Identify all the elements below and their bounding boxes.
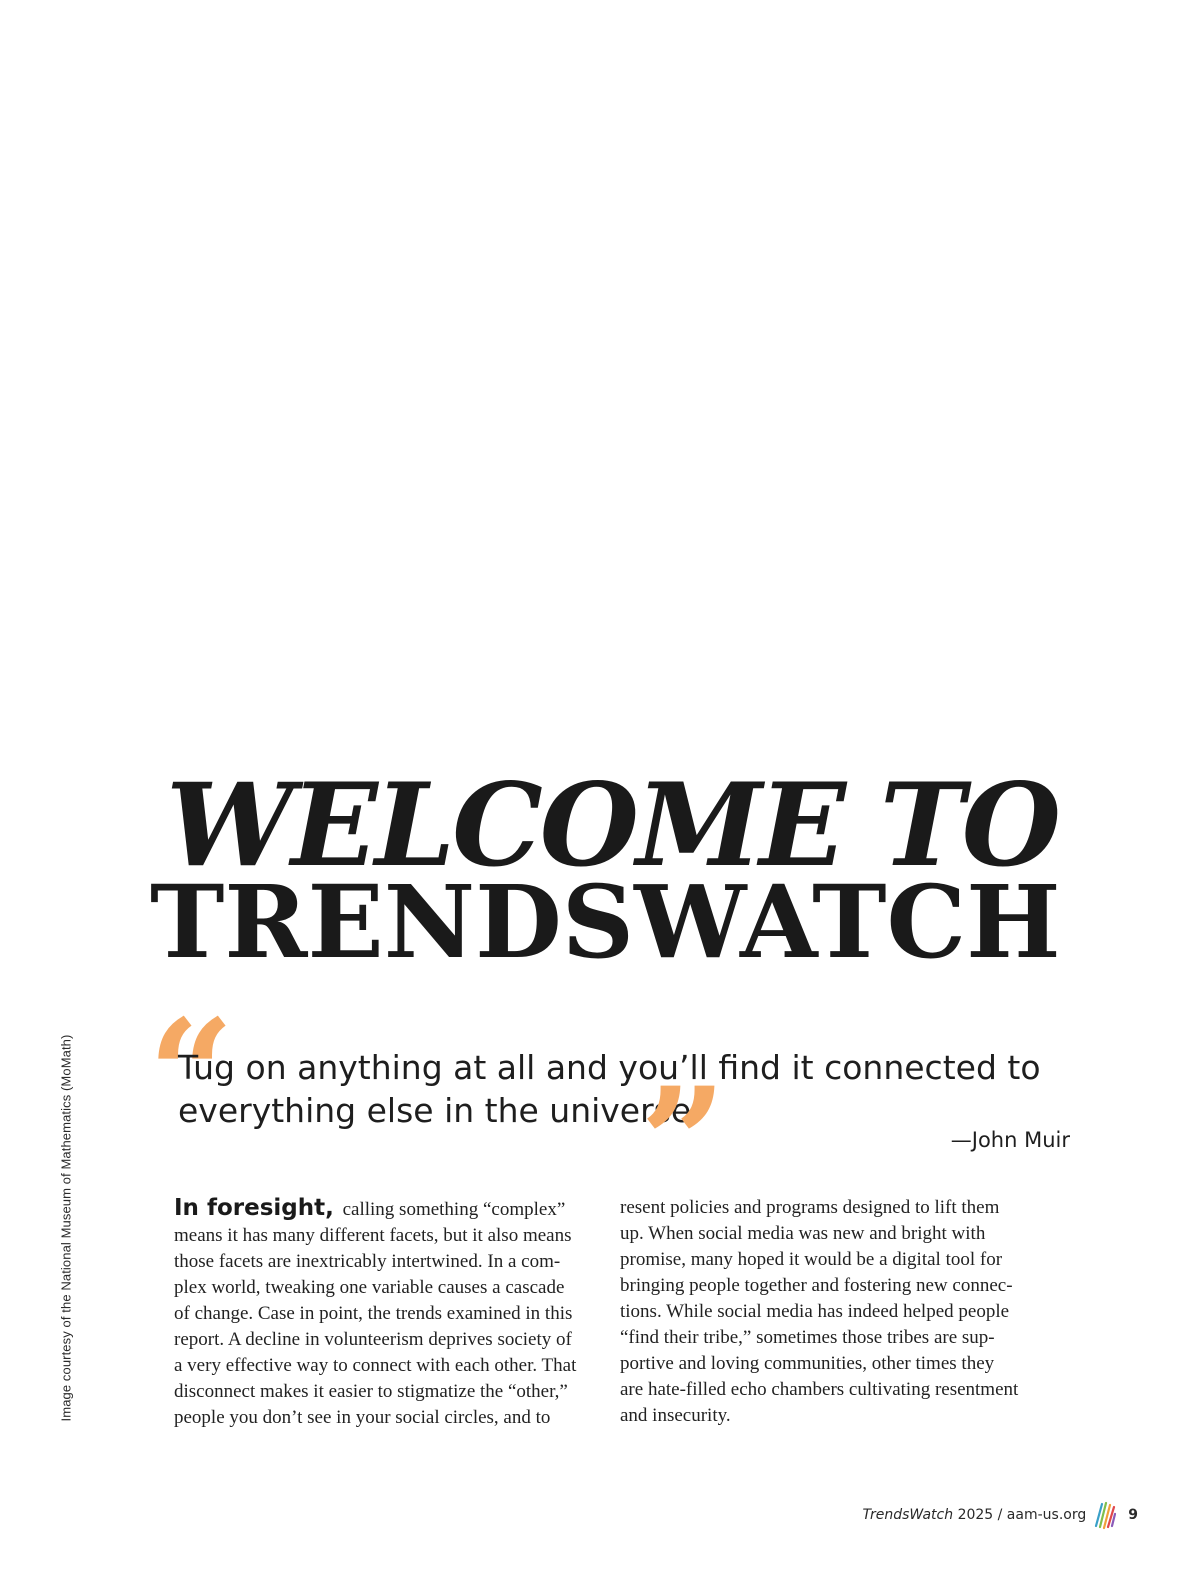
- page-headline: [150, 758, 1160, 981]
- body-line: are hate-filled echo chambers cultivating resentment: [620, 1379, 1019, 1400]
- page-footer: [863, 1500, 1139, 1530]
- body-line: portive and loving communities, other times they: [620, 1353, 995, 1374]
- body-line: “find their tribe,” sometimes those tribes are sup-: [620, 1327, 995, 1348]
- body-line: means it has many different facets, but it also means: [174, 1225, 572, 1246]
- body-line-text: calling something “complex”: [342, 1199, 566, 1220]
- body-line: resent policies and programs designed to lift them: [620, 1197, 1000, 1218]
- page-number: 9: [1128, 1507, 1138, 1523]
- body-line: report. A decline in volunteerism deprives society of: [174, 1329, 572, 1350]
- body-line: plex world, tweaking one variable causes a cascade: [174, 1277, 565, 1298]
- body-line: a very effective way to connect with each other. That: [174, 1355, 577, 1376]
- body-line: disconnect makes it easier to stigmatize the “other,”: [174, 1381, 568, 1402]
- footer-year-site: 2025 / aam-us.org: [957, 1507, 1087, 1523]
- image-credit: Image courtesy of the National Museum of Mathematics (MoMath): [58, 1034, 74, 1422]
- body-line: of change. Case in point, the trends examined in this: [174, 1303, 573, 1324]
- lead-in: In foresight,: [174, 1195, 334, 1221]
- open-quote-mark-icon: “: [148, 987, 235, 1163]
- pull-quote-text: Tug on anything at all and you’ll find it connected to everything else in the universe.: [178, 1048, 1041, 1130]
- footer-publication: TrendsWatch: [862, 1507, 954, 1523]
- body-line: and insecurity.: [620, 1405, 731, 1426]
- headline-line-1: WELCOME TO: [166, 758, 1059, 892]
- body-line: tions. While social media has indeed helped people: [620, 1301, 1010, 1322]
- headline-line-2: TRENDSWATCH: [150, 863, 1061, 981]
- aam-stripes-logo-icon: [1094, 1500, 1116, 1530]
- body-line: bringing people together and fostering new connec-: [620, 1275, 1013, 1296]
- body-line: [174, 1195, 599, 1223]
- body-line: promise, many hoped it would be a digital tool for: [620, 1249, 1003, 1270]
- body-line: up. When social media was new and bright with: [620, 1223, 986, 1244]
- close-quote-mark-icon: ”: [640, 1055, 727, 1231]
- body-line: people you don’t see in your social circles, and to: [174, 1407, 551, 1428]
- quote-attribution: —John Muir: [950, 1128, 1070, 1152]
- body-column-right: [620, 1195, 1045, 1429]
- body-column-left: [174, 1195, 599, 1431]
- body-line: those facets are inextricably intertwined. In a com-: [174, 1251, 561, 1272]
